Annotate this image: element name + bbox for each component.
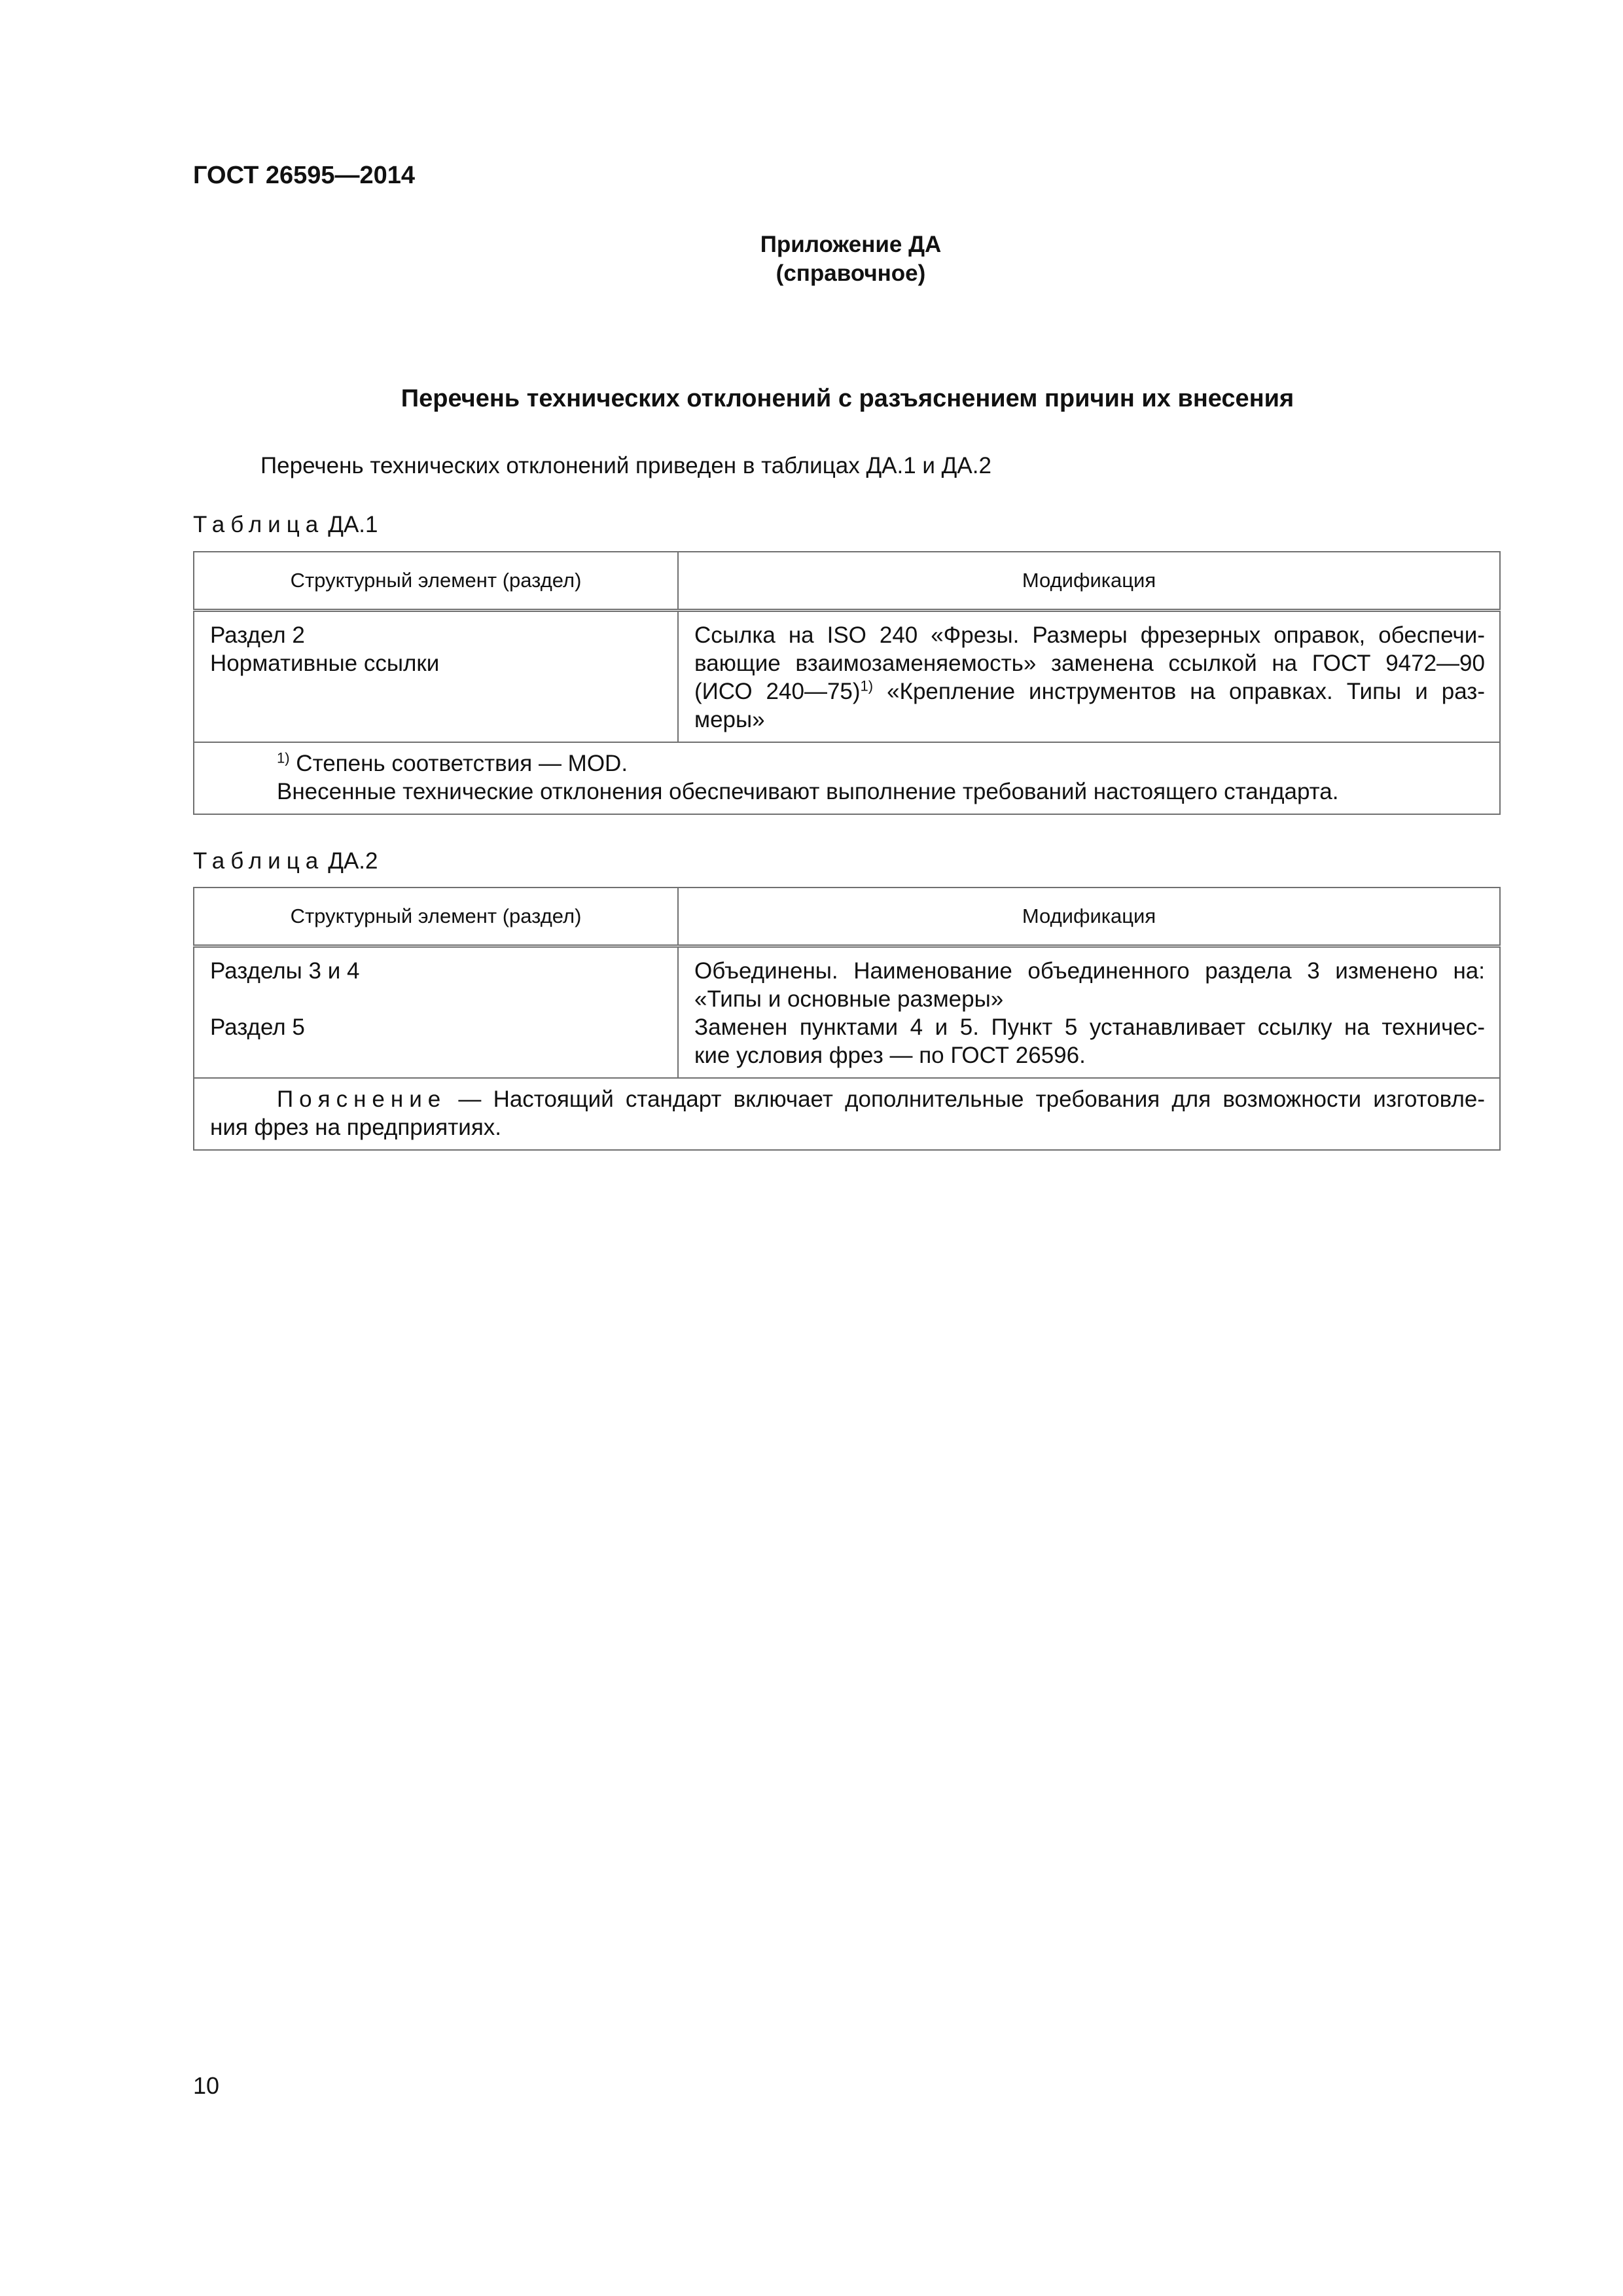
table-2-cell-sections — [194, 946, 678, 1079]
table-1-section-name: Нормативные ссылки — [210, 651, 440, 676]
footnote-text: Степень соответствия — MOD. — [289, 751, 628, 776]
section-title: Перечень технических отклонений с разъяснением причин их внесения — [401, 385, 1294, 412]
table-row — [194, 946, 1500, 1079]
table-2-row-2-modification-line-2: кие условия фрез — по ГОСТ 26596. — [694, 1043, 1086, 1068]
footnote-reference: 1) — [860, 677, 874, 694]
table-2-row-2-section: Раздел 5 — [210, 1014, 305, 1040]
table-1-footnote-cell — [194, 742, 1500, 814]
page-number: 10 — [193, 2072, 220, 2099]
table-2-cell-modifications — [678, 946, 1500, 1079]
table-1-modification-line-2: вающие взаимозаменяемость» заменена ссылкой на ГОСТ 9472—90 — [694, 651, 1485, 676]
table-1-footnote — [210, 749, 1485, 778]
table-1-label — [193, 512, 378, 538]
appendix-title: Приложение ДА — [760, 232, 942, 257]
table-2-note-cell — [194, 1078, 1500, 1150]
appendix-subtitle: (справочное) — [776, 260, 926, 286]
table-2-label-word: Таблица — [193, 848, 325, 874]
table-1-modification-line-4: меры» — [694, 707, 765, 732]
table-1-modification-line-3-start: (ИСО 240—75) — [694, 679, 861, 704]
table-2-row-1-section: Разделы 3 и 4 — [210, 958, 360, 984]
table-2-note-word: Пояснение — [277, 1086, 447, 1112]
table-1-header-structural-element: Структурный элемент (раздел) — [194, 552, 678, 611]
table-2-row-2-modification-line-1: Заменен пунктами 4 и 5. Пункт 5 устанавливает ссылку на техничес- — [694, 1014, 1485, 1040]
table-2-note-line-2: ния фрез на предприятиях. — [210, 1115, 502, 1140]
table-1-footnote-row — [194, 742, 1500, 814]
table-1-footnote-note: Внесенные технические отклонения обеспечивают выполнение требований настоящего стандарта. — [277, 779, 1339, 804]
table-2-note-text: — Настоящий стандарт включает дополнительные требования для возможности изготовле- — [446, 1086, 1485, 1112]
table-1-cell-section — [194, 611, 678, 743]
table-2-label — [193, 848, 378, 874]
table-1-label-id: ДА.1 — [328, 512, 378, 537]
table-1-modification-line-3-end: «Крепление инструментов на оправках. Типы и раз- — [873, 679, 1486, 704]
table-1-label-word: Таблица — [193, 512, 325, 537]
table-1 — [193, 551, 1501, 815]
footnote-marker: 1) — [277, 749, 290, 766]
table-2-header-modification: Модификация — [678, 888, 1500, 946]
table-1-cell-modification — [678, 611, 1500, 743]
table-2 — [193, 887, 1501, 1151]
table-2-header-row — [194, 888, 1500, 946]
table-1-modification-line-3 — [694, 677, 1485, 706]
table-2-row-1-modification-line-2: «Типы и основные размеры» — [694, 986, 1004, 1012]
table-2-note-row — [194, 1078, 1500, 1150]
table-row — [194, 611, 1500, 743]
table-2-label-id: ДА.2 — [328, 848, 378, 874]
document-code: ГОСТ 26595—2014 — [193, 162, 416, 189]
table-2-header-structural-element: Структурный элемент (раздел) — [194, 888, 678, 946]
table-2-note-line-1 — [210, 1085, 1485, 1113]
intro-paragraph: Перечень технических отклонений приведен в таблицах ДА.1 и ДА.2 — [260, 453, 991, 478]
table-1-header-modification: Модификация — [678, 552, 1500, 611]
table-2-row-1-modification-line-1: Объединены. Наименование объединенного раздела 3 изменено на: — [694, 958, 1485, 984]
table-1-header-row — [194, 552, 1500, 611]
table-1-section-number: Раздел 2 — [210, 622, 305, 648]
table-1-modification-line-1: Ссылка на ISO 240 «Фрезы. Размеры фрезерных оправок, обеспечи- — [694, 622, 1485, 648]
